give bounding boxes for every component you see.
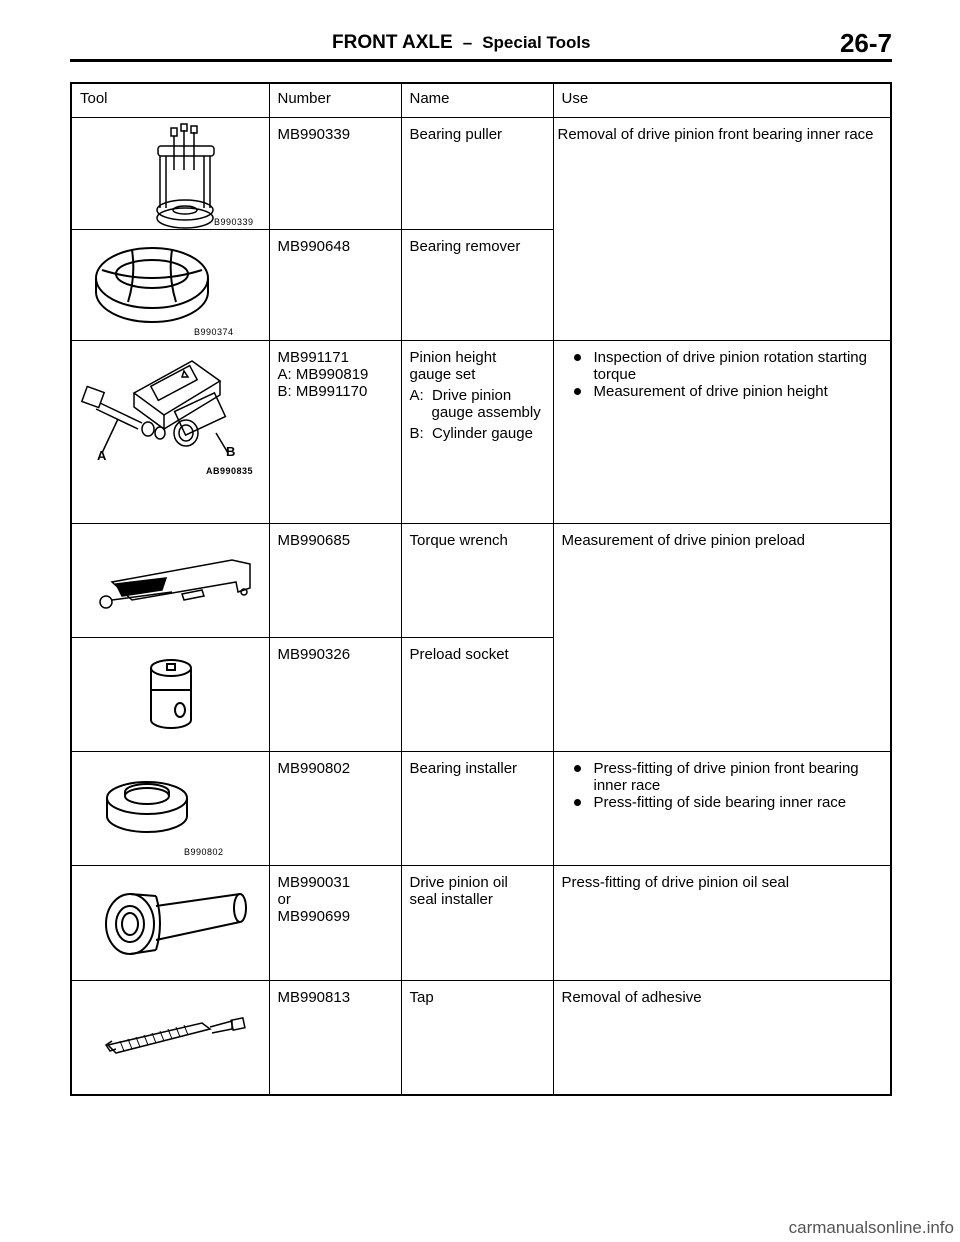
tool-number (269, 866, 401, 981)
tool-name: Preload socket (401, 638, 553, 752)
number-line: MB990699 (277, 908, 351, 925)
tool-number: MB990685 (269, 524, 401, 638)
use-item: Press-fitting of drive pinion front bearing inner race (562, 760, 887, 794)
torque-wrench-icon (72, 524, 270, 638)
tool-use: Measurement of drive pinion preload (553, 524, 891, 752)
figure-code: B990374 (194, 327, 234, 337)
tool-illustration-bearing-puller (71, 118, 269, 230)
tool-number: MB990326 (269, 638, 401, 752)
use-item: Inspection of drive pinion rotation starting torque (562, 349, 887, 383)
tool-number: MB990339 (269, 118, 401, 230)
tool-number: MB990648 (269, 230, 401, 341)
header-rule (70, 59, 892, 62)
preload-socket-icon (72, 638, 270, 752)
table-row (71, 752, 891, 866)
tool-name: Tap (401, 981, 553, 1095)
figure-label-b: B (226, 444, 236, 459)
name-sublist (410, 387, 545, 442)
tool-number (269, 341, 401, 524)
tool-use (553, 341, 891, 524)
bearing-remover-icon (72, 230, 270, 341)
figure-code: B990802 (184, 847, 224, 857)
sub-item-a: A: Drive pinion (409, 387, 512, 404)
tool-number: MB990802 (269, 752, 401, 866)
title-dash: – (462, 33, 473, 52)
table-row (71, 524, 891, 638)
name-line: Drive pinion oil (409, 874, 508, 891)
page-number: 26-7 (839, 28, 892, 58)
number-line: MB990031 (277, 874, 351, 891)
number-line: B: MB991170 (277, 383, 368, 400)
number-line: or (277, 891, 291, 908)
page-header (70, 22, 892, 62)
tool-illustration-pinion-height-gauge-set (71, 341, 269, 524)
watermark: carmanualsonline.info (788, 1218, 954, 1237)
section-title: FRONT AXLE (332, 32, 453, 53)
table-row (71, 981, 891, 1095)
tool-name: Torque wrench (401, 524, 553, 638)
table-row (71, 118, 891, 230)
col-header-number: Number (269, 83, 401, 118)
tool-use: Press-fitting of drive pinion oil seal (553, 866, 891, 981)
tool-illustration-torque-wrench (71, 524, 269, 638)
name-line: seal installer (409, 891, 493, 908)
sub-item-b: B: Cylinder gauge (409, 425, 533, 442)
tool-name: Bearing remover (401, 230, 553, 341)
col-header-name: Name (401, 83, 553, 118)
tool-illustration-bearing-remover (71, 230, 269, 341)
col-header-tool: Tool (71, 83, 269, 118)
tool-use: Removal of adhesive (553, 981, 891, 1095)
use-list (562, 760, 887, 811)
section-subtitle: Special Tools (482, 33, 591, 52)
table-header-row (71, 83, 891, 118)
tool-name: Bearing installer (401, 752, 553, 866)
number-line: A: MB990819 (277, 366, 369, 383)
sub-item-a-cont: gauge assembly (431, 404, 541, 421)
tool-illustration-oil-seal-installer (71, 866, 269, 981)
bearing-installer-icon (72, 752, 270, 866)
use-list (562, 349, 887, 400)
figure-code: B990339 (214, 217, 254, 227)
name-line: gauge set (409, 366, 476, 383)
table-row (71, 341, 891, 524)
tap-icon (72, 981, 270, 1095)
page-title (332, 32, 591, 54)
oil-seal-installer-icon (72, 866, 270, 981)
col-header-use: Use (553, 83, 891, 118)
use-item: Press-fitting of side bearing inner race (562, 794, 887, 811)
tool-name (401, 866, 553, 981)
figure-label-a: A (97, 448, 107, 463)
tool-name (401, 341, 553, 524)
tool-number: MB990813 (269, 981, 401, 1095)
tool-use: Removal of drive pinion front bearing inner race (553, 118, 891, 341)
name-line: Pinion height (409, 349, 497, 366)
tool-illustration-preload-socket (71, 638, 269, 752)
use-item: Measurement of drive pinion height (562, 383, 887, 400)
tool-use (553, 752, 891, 866)
tool-illustration-bearing-installer (71, 752, 269, 866)
number-line: MB991171 (277, 349, 349, 366)
tool-name: Bearing puller (401, 118, 553, 230)
figure-code: AB990835 (206, 466, 254, 476)
table-row (71, 866, 891, 981)
tool-illustration-tap (71, 981, 269, 1095)
special-tools-table (70, 82, 892, 1096)
